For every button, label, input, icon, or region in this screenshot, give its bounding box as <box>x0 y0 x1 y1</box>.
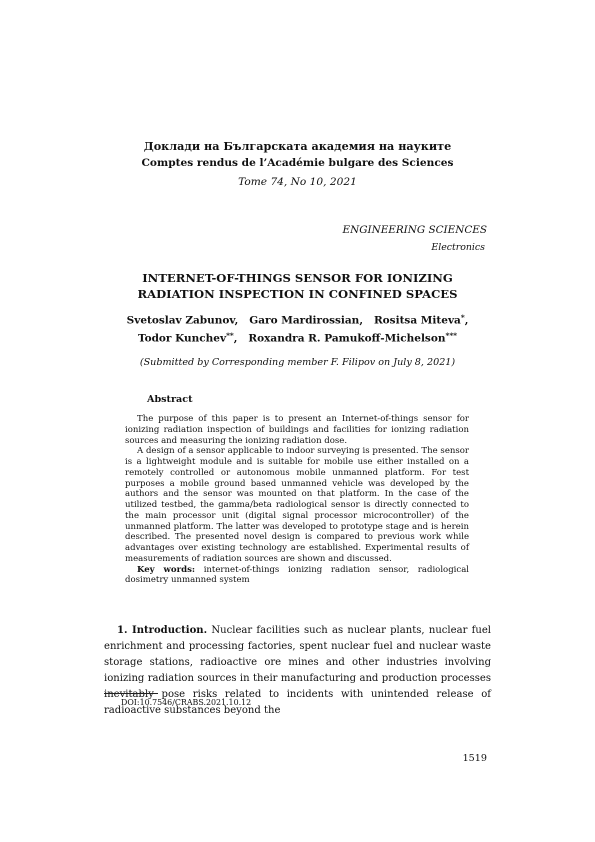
journal-name-french: Comptes rendus de l’Académie bulgare des Sciences <box>141 157 454 169</box>
author-affiliation-mark: *** <box>445 331 458 341</box>
author-affiliation-mark: ** <box>226 331 234 341</box>
journal-name-bulgarian: Доклади на Българската академия на науките <box>143 139 452 153</box>
author-separator: , <box>464 314 469 327</box>
author-name: Garo Mardirossian, <box>249 314 363 327</box>
author-separator: , <box>233 332 238 345</box>
abstract-paragraph: The purpose of this paper is to present an Internet-of-things sensor for ionizing radiation inspection of buildings and facilities for ionizing radiation sources and measuring the ionizing radiation dose. <box>125 414 469 446</box>
abstract-paragraph: A design of a sensor applicable to indoor surveying is presented. The sensor is a lightweight module and is suitable for mobile use either installed on a remotely controlled or autonomous mobile unmanned platform. For test purposes a mobile ground based unmanned vehicle was developed by the authors and the sensor was mounted on that platform. In the case of the utilized testbed, the gamma/beta radiological sensor is directly connected to the main processor unit (digital signal processor microcontroller) of the unmanned platform. The latter was developed to prototype stage and is herein described. The presented novel design is compared to previous work while advantages over existing technology are established. Experimental results of measurements of radiation sources are shown and discussed. <box>125 446 469 564</box>
footnote-rule <box>104 693 158 694</box>
journal-tome: Tome 74, No 10, 2021 <box>238 176 357 188</box>
keywords <box>125 565 469 587</box>
author-name: Svetoslav Zabunov, <box>126 314 239 327</box>
introduction-heading: 1. Introduction. <box>117 625 208 636</box>
section-heading: ENGINEERING SCIENCES <box>342 224 487 236</box>
keywords-label: Key words: <box>137 564 196 575</box>
paper-title-line-1: INTERNET-OF-THINGS SENSOR FOR IONIZING <box>142 271 453 285</box>
author-name: Roxandra R. Pamukoff-Michelson <box>248 332 446 345</box>
subsection-heading: Electronics <box>431 242 485 253</box>
author-list <box>0 310 595 347</box>
author-name: Todor Kunchev <box>137 332 227 345</box>
author-name: Rositsa Miteva <box>373 314 461 327</box>
author-line-1 <box>0 310 595 328</box>
author-line-2 <box>0 328 595 346</box>
page-number: 1519 <box>462 753 487 764</box>
abstract-body <box>125 414 469 586</box>
paper-title-line-2: RADIATION INSPECTION IN CONFINED SPACES <box>137 287 458 301</box>
paper-title <box>0 270 595 302</box>
introduction-text: Nuclear facilities such as nuclear plants, nuclear fuel enrichment and processing factories, spent nuclear fuel and nuclear waste storage stations, radioactive ore mines and other industries involving ionizing radiation sources in their manufacturing and production processes inevitably pose risks related to incidents with unintended release of radioactive substances beyond the <box>104 625 491 716</box>
keywords-text: internet-of-things ionizing radiation sensor, radiological dosimetry unmanned system <box>125 564 470 586</box>
doi-footnote: DOI:10.7546/CRABS.2021.10.12 <box>121 698 252 707</box>
abstract-heading: Abstract <box>147 394 193 405</box>
submission-note: (Submitted by Corresponding member F. Filipov on July 8, 2021) <box>139 357 456 368</box>
author-affiliation-mark: * <box>460 313 465 322</box>
